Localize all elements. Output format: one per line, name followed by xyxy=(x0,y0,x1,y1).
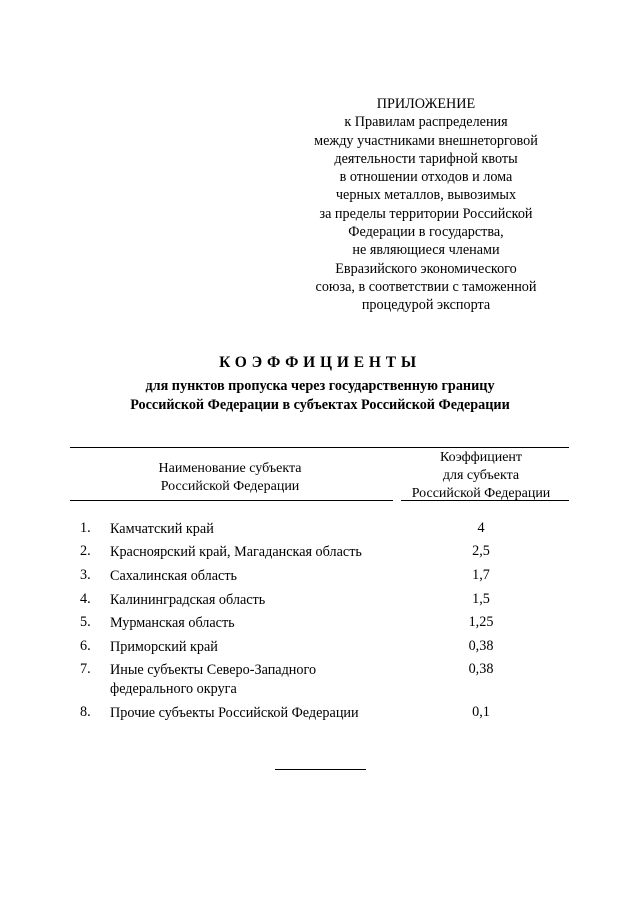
subtitle-line-2: Российской Федерации в субъектах Российской Федерации xyxy=(130,397,510,413)
appendix-block xyxy=(290,95,562,315)
appendix-line: ПРИЛОЖЕНИЕ xyxy=(376,96,476,112)
column-header-coefficient-line: Коэффициент xyxy=(439,450,523,465)
appendix-line: к Правилам распределения xyxy=(344,114,508,131)
row-number: 3. xyxy=(80,567,91,583)
appendix-line: за пределы территории Российской xyxy=(319,205,533,222)
end-rule xyxy=(275,769,366,770)
subtitle-line-1: для пунктов пропуска через государственную границу xyxy=(145,378,495,394)
row-number: 5. xyxy=(80,614,91,630)
row-subject xyxy=(110,520,410,539)
row-subject-line: Калининградская область xyxy=(110,592,266,608)
appendix-line: деятельности тарифной квоты xyxy=(334,150,518,167)
row-number: 1. xyxy=(80,520,91,536)
row-subject-line: Прочие субъекты Российской Федерации xyxy=(110,705,359,721)
row-subject-line: федерального округа xyxy=(110,680,237,697)
row-coefficient: 0,38 xyxy=(468,638,494,654)
column-header-name xyxy=(130,460,330,496)
row-number: 4. xyxy=(80,591,91,607)
appendix-line: не являющиеся членами xyxy=(352,242,500,259)
column-header-name-line: Российской Федерации xyxy=(160,479,300,494)
row-subject xyxy=(110,614,410,633)
row-coefficient: 0,38 xyxy=(468,661,494,677)
row-coefficient: 2,5 xyxy=(472,543,490,559)
column-header-coefficient xyxy=(396,449,566,503)
document-subtitle xyxy=(0,377,640,415)
appendix-line: между участниками внешнеторговой xyxy=(314,132,538,149)
appendix-line: в отношении отходов и лома xyxy=(339,169,513,186)
appendix-line: процедурой экспорта xyxy=(361,297,491,314)
column-header-name-line: Наименование субъекта xyxy=(158,461,302,476)
row-number: 6. xyxy=(80,638,91,654)
row-subject xyxy=(110,661,410,698)
row-coefficient: 1,5 xyxy=(472,591,490,607)
row-subject xyxy=(110,591,410,610)
appendix-line: черных металлов, вывозимых xyxy=(335,187,517,204)
table-top-rule xyxy=(70,447,569,448)
appendix-line: Федерации в государства, xyxy=(348,224,504,241)
row-subject-line: Сахалинская область xyxy=(110,568,238,584)
row-subject xyxy=(110,567,410,586)
row-subject-line: Приморский край xyxy=(110,639,218,655)
row-subject xyxy=(110,638,410,657)
row-subject xyxy=(110,543,410,562)
row-coefficient: 4 xyxy=(477,520,485,536)
row-subject xyxy=(110,704,410,723)
column-header-coefficient-line: для субъекта xyxy=(442,468,520,483)
column-header-coefficient-line: Российской Федерации xyxy=(411,486,551,501)
row-number: 2. xyxy=(80,543,91,559)
row-subject-line: Камчатский край xyxy=(110,521,214,537)
row-subject-line: Мурманская область xyxy=(110,615,235,631)
header-bottom-rule xyxy=(70,500,393,501)
row-subject-line: Красноярский край, Магаданская область xyxy=(110,544,362,560)
row-coefficient: 1,25 xyxy=(468,614,494,630)
row-coefficient: 0,1 xyxy=(472,704,490,720)
row-coefficient: 1,7 xyxy=(472,567,490,583)
document-title: КОЭФФИЦИЕНТЫ xyxy=(219,354,421,371)
appendix-line: Евразийского экономического xyxy=(335,260,517,277)
row-subject-line: Иные субъекты Северо-Западного xyxy=(110,662,317,678)
row-number: 7. xyxy=(80,661,91,677)
row-number: 8. xyxy=(80,704,91,720)
appendix-line: союза, в соответствии с таможенной xyxy=(315,278,537,295)
